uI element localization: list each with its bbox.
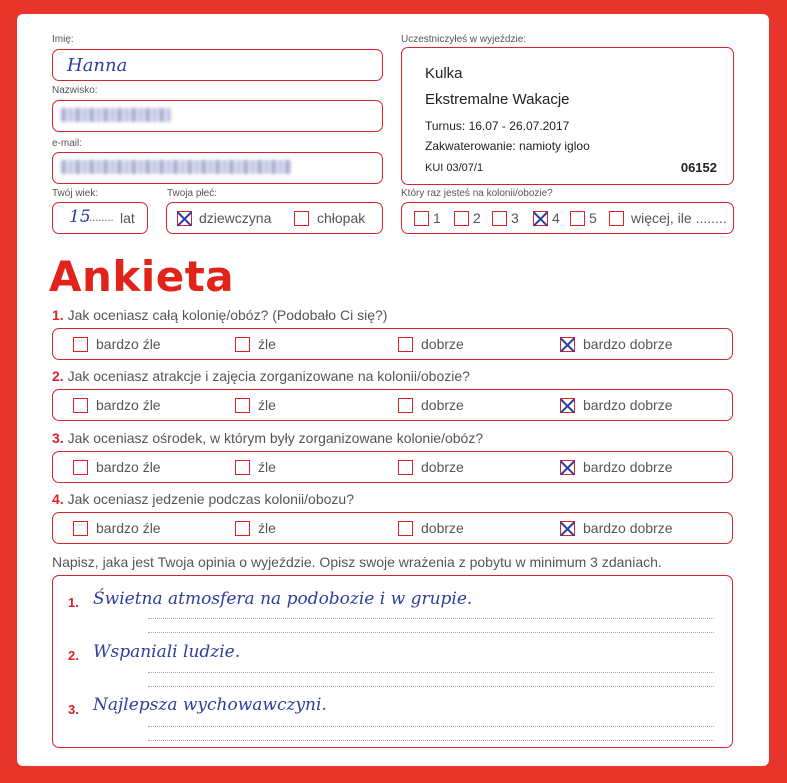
name-label: Imię:: [52, 34, 74, 45]
writing-line: [148, 632, 714, 633]
email-field[interactable]: [52, 152, 383, 184]
question-2-answers: [52, 389, 733, 421]
sentence-3-number: 3.: [68, 702, 79, 717]
age-value: 15: [69, 207, 91, 227]
question-4: [52, 491, 354, 507]
opinion-box[interactable]: [52, 575, 733, 748]
q2-opt3-label: dobrze: [421, 397, 464, 413]
times-5-label: 5: [589, 210, 597, 226]
times-more-checkbox[interactable]: [609, 211, 624, 226]
q4-opt3-label: dobrze: [421, 520, 464, 536]
sentence-3-text: Najlepsza wychowawczyni.: [93, 695, 327, 715]
question-3-number: 3.: [52, 430, 64, 446]
question-1-number: 1.: [52, 307, 64, 323]
q4-opt2-checkbox[interactable]: [235, 521, 250, 536]
q1-opt4-checkbox[interactable]: [560, 337, 575, 352]
camp-number: 06152: [680, 160, 717, 175]
surname-redacted: [61, 108, 171, 122]
q2-opt2-checkbox[interactable]: [235, 398, 250, 413]
age-unit: lat: [120, 210, 135, 226]
times-more-label: więcej, ile ........: [631, 210, 727, 226]
camp-name: Kulka: [425, 65, 463, 82]
question-1: [52, 307, 387, 323]
question-3-answers: [52, 451, 733, 483]
sentence-2-number: 2.: [68, 648, 79, 663]
question-2: [52, 368, 470, 384]
surname-field[interactable]: [52, 100, 383, 132]
q1-opt3-label: dobrze: [421, 336, 464, 352]
times-label: Który raz jesteś na kolonii/obozie?: [401, 188, 553, 199]
q3-opt4-label: bardzo dobrze: [583, 459, 673, 475]
q2-opt4-label: bardzo dobrze: [583, 397, 673, 413]
q1-opt1-checkbox[interactable]: [73, 337, 88, 352]
q1-opt3-checkbox[interactable]: [398, 337, 413, 352]
camp-turnus: Turnus: 16.07 - 26.07.2017: [425, 119, 570, 133]
writing-line: [148, 686, 714, 687]
q1-opt1-label: bardzo źle: [96, 336, 161, 352]
times-4-label: 4: [552, 210, 560, 226]
writing-line: [148, 726, 714, 727]
sentence-1-number: 1.: [68, 595, 79, 610]
name-value: Hanna: [67, 55, 128, 76]
opinion-prompt: Napisz, jaka jest Twoja opinia o wyjeździe. Opisz swoje wrażenia z pobytu w minimum 3 zdaniach.: [52, 554, 662, 570]
writing-line: [148, 618, 714, 619]
camp-code: KUI 03/07/1: [425, 162, 484, 174]
q1-opt4-label: bardzo dobrze: [583, 336, 673, 352]
gender-female-label: dziewczyna: [199, 210, 272, 226]
question-1-answers: [52, 328, 733, 360]
age-field[interactable]: [52, 202, 148, 234]
gender-female-checkbox[interactable]: [177, 211, 192, 226]
question-4-answers: [52, 512, 733, 544]
question-4-text: Jak oceniasz jedzenie podczas kolonii/obozu?: [67, 491, 354, 507]
question-2-text: Jak oceniasz atrakcje i zajęcia zorganizowane na kolonii/obozie?: [67, 368, 470, 384]
sentence-2-text: Wspaniali ludzie.: [93, 642, 241, 662]
q4-opt2-label: źle: [258, 520, 276, 536]
q4-opt1-label: bardzo źle: [96, 520, 161, 536]
q3-opt3-checkbox[interactable]: [398, 460, 413, 475]
q2-opt3-checkbox[interactable]: [398, 398, 413, 413]
times-3-checkbox[interactable]: [492, 211, 507, 226]
sentence-1-text: Świetna atmosfera na podobozie i w grupie.: [93, 589, 473, 609]
camp-info-box: [401, 47, 734, 185]
age-label: Twój wiek:: [52, 188, 99, 199]
q4-opt1-checkbox[interactable]: [73, 521, 88, 536]
times-1-checkbox[interactable]: [414, 211, 429, 226]
question-3-text: Jak oceniasz ośrodek, w którym były zorganizowane kolonie/obóz?: [67, 430, 484, 446]
survey-sheet: [17, 14, 769, 766]
camp-label: Uczestniczyłeś w wyjeździe:: [401, 34, 527, 45]
times-3-label: 3: [511, 210, 519, 226]
q3-opt4-checkbox[interactable]: [560, 460, 575, 475]
times-field: [401, 202, 734, 234]
times-5-checkbox[interactable]: [570, 211, 585, 226]
q1-opt2-label: źle: [258, 336, 276, 352]
age-dots: ..........: [83, 212, 114, 224]
q3-opt2-checkbox[interactable]: [235, 460, 250, 475]
q3-opt2-label: źle: [258, 459, 276, 475]
q2-opt2-label: źle: [258, 397, 276, 413]
name-field[interactable]: [52, 49, 383, 81]
email-redacted: [61, 160, 291, 174]
question-4-number: 4.: [52, 491, 64, 507]
question-3: [52, 430, 483, 446]
writing-line: [148, 672, 714, 673]
q3-opt1-checkbox[interactable]: [73, 460, 88, 475]
camp-accommodation: Zakwaterowanie: namioty igloo: [425, 139, 590, 153]
q3-opt1-label: bardzo źle: [96, 459, 161, 475]
times-2-label: 2: [473, 210, 481, 226]
gender-field: [166, 202, 383, 234]
survey-title: Ankieta: [49, 252, 235, 301]
surname-label: Nazwisko:: [52, 85, 98, 96]
writing-line: [148, 740, 714, 741]
times-4-checkbox[interactable]: [533, 211, 548, 226]
gender-male-label: chłopak: [317, 210, 366, 226]
q1-opt2-checkbox[interactable]: [235, 337, 250, 352]
gender-male-checkbox[interactable]: [294, 211, 309, 226]
question-2-number: 2.: [52, 368, 64, 384]
q2-opt1-label: bardzo źle: [96, 397, 161, 413]
camp-company: Ekstremalne Wakacje: [425, 91, 570, 108]
q4-opt4-checkbox[interactable]: [560, 521, 575, 536]
q2-opt1-checkbox[interactable]: [73, 398, 88, 413]
q2-opt4-checkbox[interactable]: [560, 398, 575, 413]
q4-opt4-label: bardzo dobrze: [583, 520, 673, 536]
email-label: e-mail:: [52, 138, 83, 149]
times-1-label: 1: [433, 210, 441, 226]
gender-label: Twoja płeć:: [167, 188, 218, 199]
q3-opt3-label: dobrze: [421, 459, 464, 475]
question-1-text: Jak oceniasz całą kolonię/obóz? (Podobało Ci się?): [67, 307, 388, 323]
q4-opt3-checkbox[interactable]: [398, 521, 413, 536]
times-2-checkbox[interactable]: [454, 211, 469, 226]
